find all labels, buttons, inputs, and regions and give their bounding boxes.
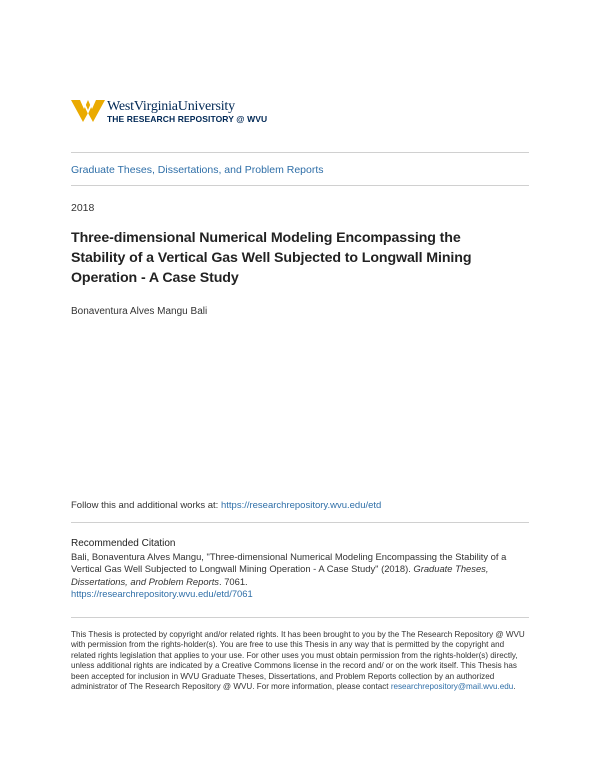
logo-repository-name: THE RESEARCH REPOSITORY @ WVU	[107, 114, 268, 124]
document-title: Three-dimensional Numerical Modeling Encompassing the Stability of a Vertical Gas Well Subjected to Longwall Mining Operation - A Case Study	[71, 230, 472, 286]
citation-number: . 7061.	[218, 575, 248, 587]
wvu-logo[interactable]	[71, 99, 267, 124]
contact-email-link[interactable]: researchrepository@mail.wvu.edu	[390, 682, 514, 692]
etd-link[interactable]: https://researchrepository.wvu.edu/etd	[220, 500, 382, 511]
rights-statement	[71, 630, 531, 692]
follow-line	[71, 500, 381, 511]
citation-divider	[71, 522, 529, 523]
citation-body	[71, 551, 531, 600]
rights-end: .	[513, 682, 516, 692]
logo-text	[107, 99, 267, 124]
rights-text: This Thesis is protected by copyright and/or related rights. It has been brought to you by the The Research Repository @ WVU with permission from the rights-holder(s). You are free to use this Thesis in any way that is permitted by the copyright and related rights legislation that applies to your use. For other uses you must obtain permission from the rights-holder(s) directly, unless additional rights are indicated by a Creative Commons license in the record and/ or on the work itself. This Thesis has been accepted for inclusion in WVU Graduate Theses, Dissertations, and Problem Reports collection by an authorized administrator of The Research Repository @ WVU. For more information, please contact	[71, 630, 525, 692]
author-name: Bonaventura Alves Mangu Bali	[71, 306, 208, 317]
flying-wv-logo-icon	[71, 99, 105, 123]
series-divider	[71, 185, 529, 186]
logo-university-name: WestVirginiaUniversity	[107, 99, 235, 114]
citation-text: Bali, Bonaventura Alves Mangu, "Three-dimensional Numerical Modeling Encompassing the Stability of a Vertical Gas Well Subjected to Longwall Mining Operation - A Case Study" (2018).	[71, 551, 507, 575]
citation-heading: Recommended Citation	[71, 538, 176, 549]
citation-series: Graduate Theses, Dissertations, and Problem Reports	[71, 563, 489, 587]
follow-text: Follow this and additional works at:	[71, 500, 221, 511]
rights-divider	[71, 617, 529, 618]
publication-year: 2018	[71, 202, 95, 214]
top-divider	[71, 152, 529, 153]
citation-link[interactable]: https://researchrepository.wvu.edu/etd/7061	[71, 587, 253, 599]
series-link[interactable]: Graduate Theses, Dissertations, and Problem Reports	[71, 164, 324, 176]
